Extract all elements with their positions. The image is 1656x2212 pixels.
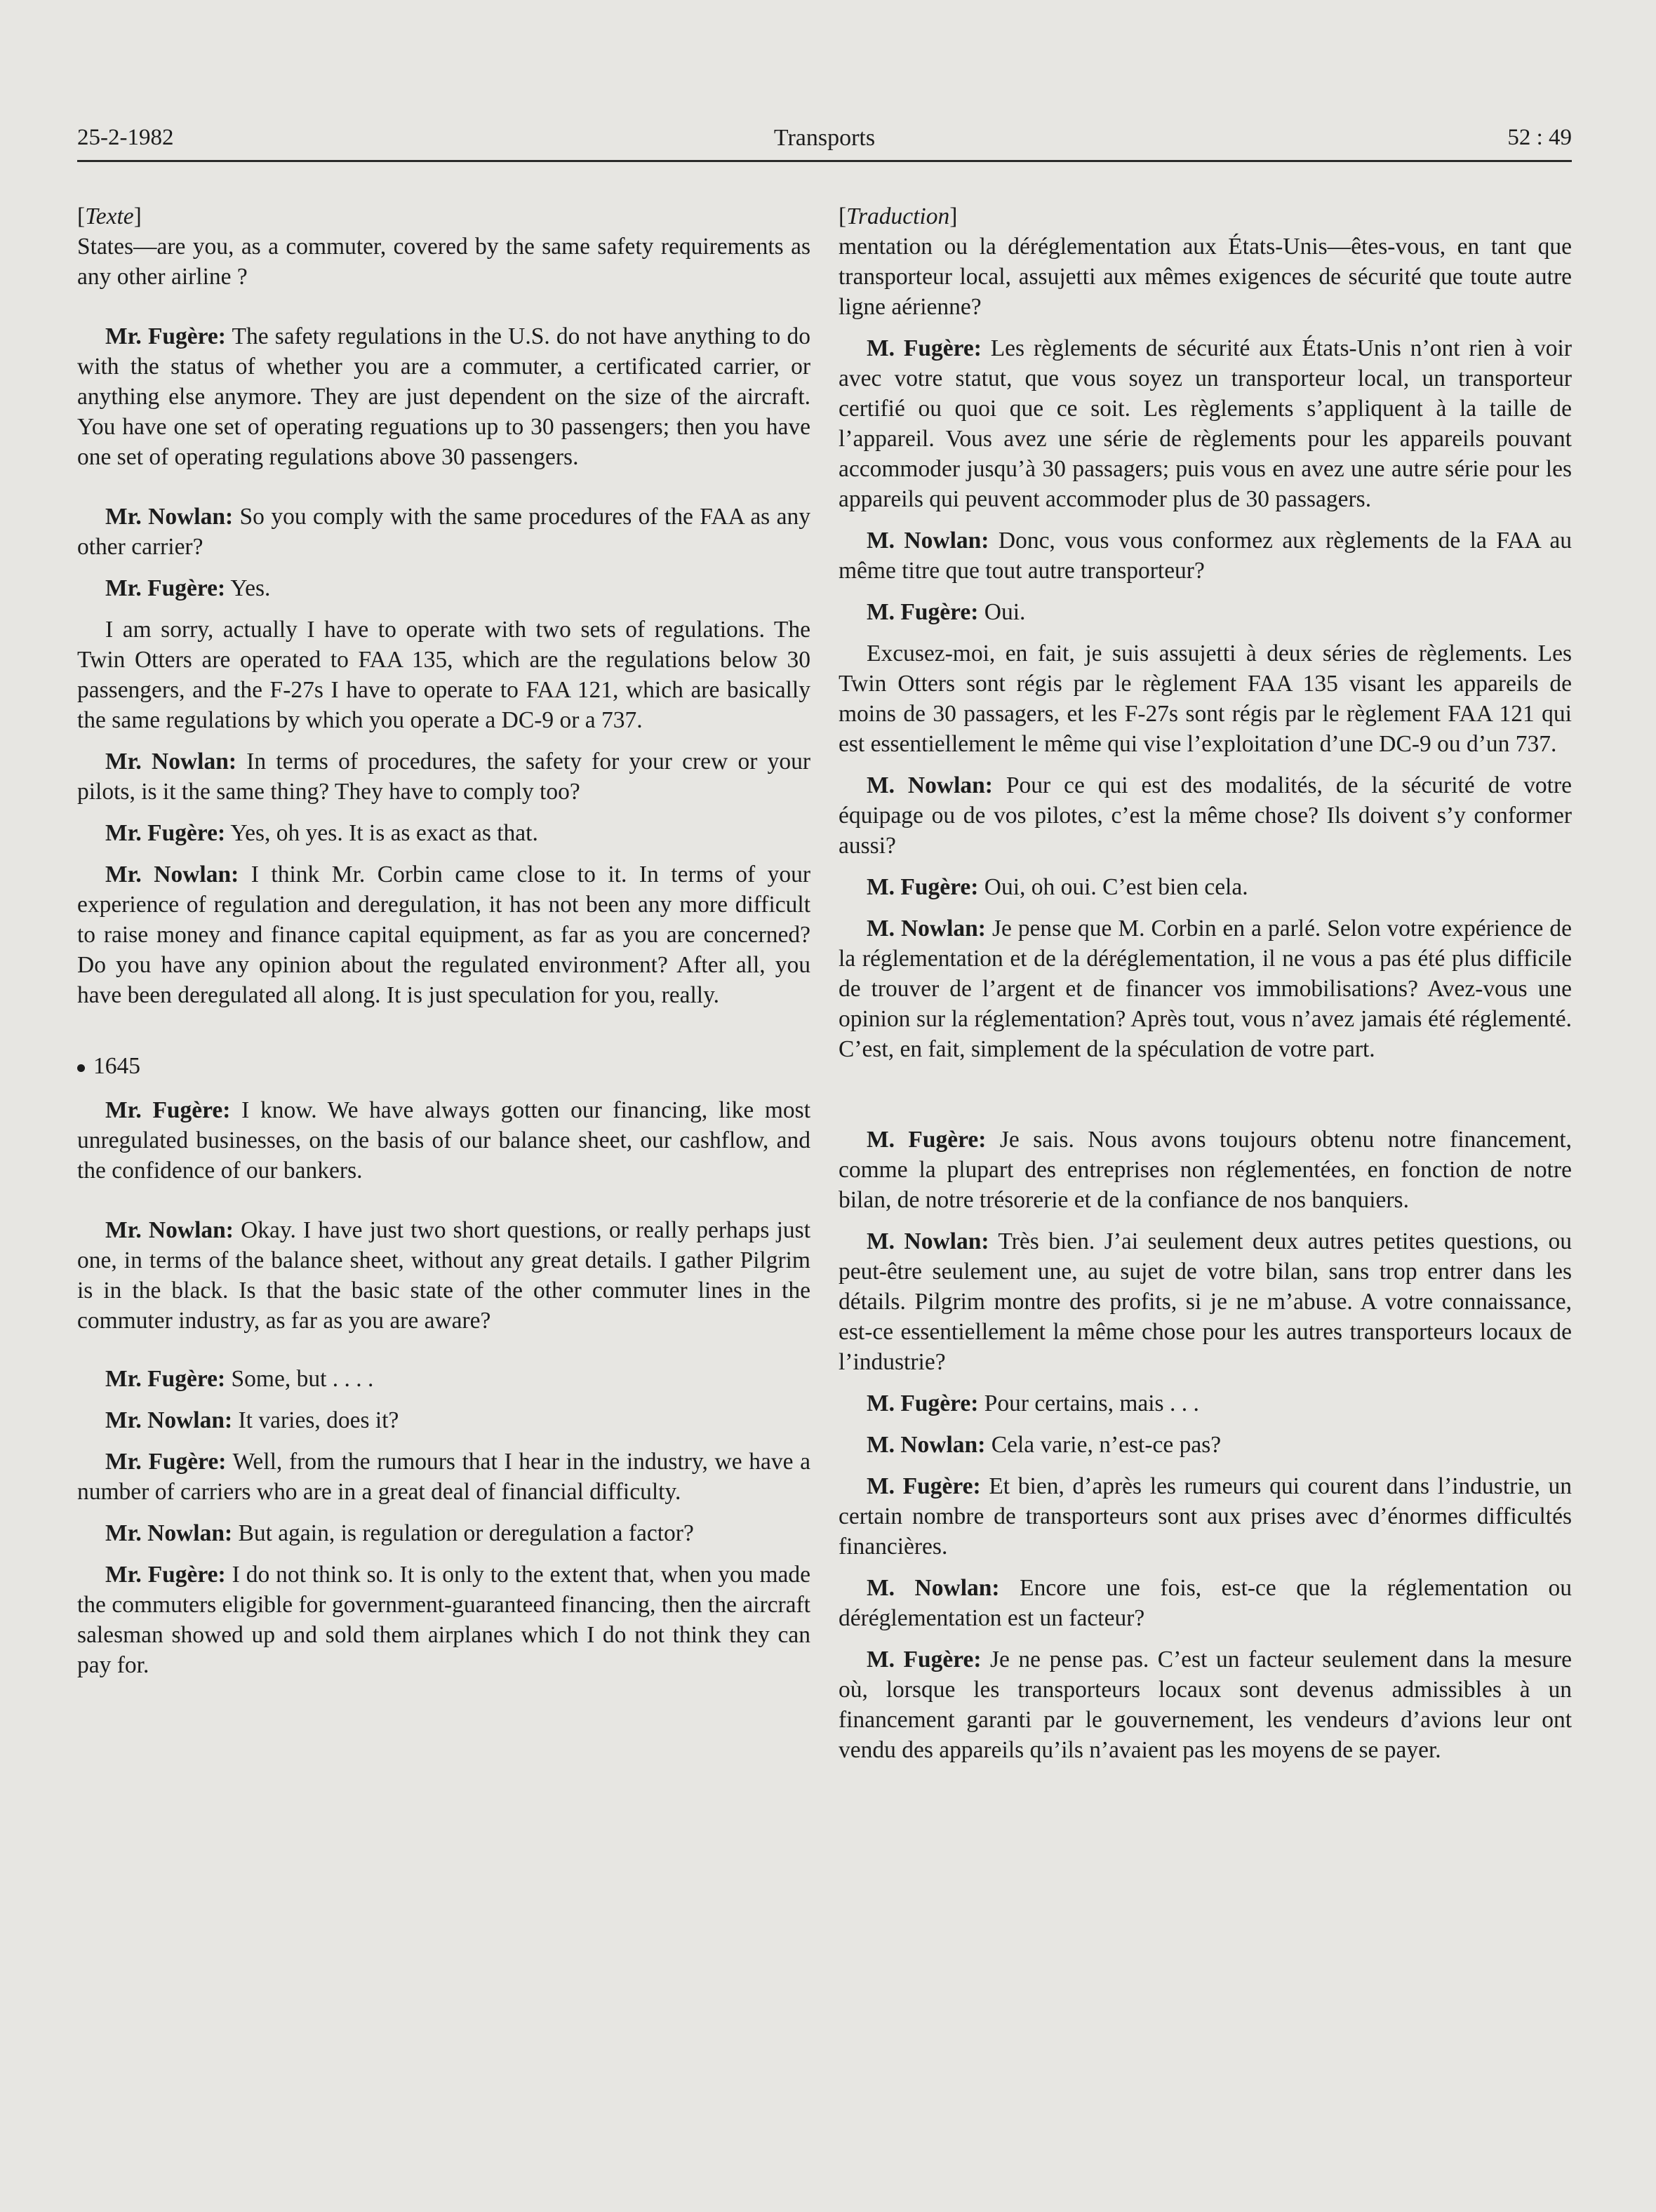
turn-text: I do not think so. It is only to the extent that, when you made the commuters eligible for government-guaranteed financing, then the aircraft salesman showed up and sold them airplanes which I do not think they can pay for.: [77, 1562, 811, 1678]
speaker-turn: [77, 1447, 810, 1507]
turn-text: Pour certains, mais . . .: [984, 1390, 1199, 1416]
speaker-turn: [77, 1215, 810, 1336]
speaker-turn: [839, 597, 1572, 627]
turn-text: Well, from the rumours that I hear in the industry, we have a number of carriers who are in a great deal of financial difficulty.: [77, 1449, 810, 1505]
header-rule: [77, 160, 1572, 162]
turn-text: Yes, oh yes. It is as exact as that.: [230, 820, 538, 846]
speaker-turn: [77, 1560, 810, 1680]
turn-text: Encore une fois, est-ce que la réglementation ou déréglementation est un facteur?: [839, 1575, 1572, 1631]
speaker-turn: [839, 1573, 1572, 1633]
turn-text: Okay. I have just two short questions, or really perhaps just one, in terms of the balance sheet, without any great details. I gather Pilgrim is in the black. Is that the basic state of the other commuter lines in the commuter industry, as far as you are aware?: [77, 1217, 810, 1334]
speaker-name: M. Nowlan:: [867, 528, 989, 554]
turn-text: In terms of procedures, the safety for your crew or your pilots, is it the same thing? They have to comply too?: [77, 749, 810, 805]
speaker-name: Mr. Fugère:: [105, 323, 226, 349]
turn-text: Pour ce qui est des modalités, de la sécurité de votre équipage ou de vos pilotes, c’est la même chose? Ils doivent s’y conformer aussi?: [839, 772, 1572, 859]
speaker-name: M. Fugère:: [867, 1647, 982, 1673]
speaker-turn: [839, 525, 1572, 586]
turn-text: It varies, does it?: [238, 1407, 399, 1433]
turn-text: Je pense que M. Corbin en a parlé. Selon votre expérience de la réglementation et de la déréglementation, il ne vous a pas été plus difficile de trouver de l’argent et de financer vos immobilisations? Avez-vous une opinion sur la réglementation? Après tout, vous n’avez jamais été réglementé. C’est, en fait, simplement de la spéculation de votre part.: [839, 916, 1572, 1062]
section-tag: [Texte]: [77, 203, 142, 229]
turn-text: Je sais. Nous avons toujours obtenu notre financement, comme la plupart des entreprises non réglementées, en fonction de notre bilan, de notre trésorerie et de la confiance de nos banquiers.: [839, 1127, 1572, 1213]
page-header: [77, 125, 1572, 160]
speaker-name: Mr. Fugère:: [105, 1366, 226, 1392]
speaker-name: Mr. Nowlan:: [105, 1520, 233, 1546]
speaker-turn: [77, 502, 810, 562]
speaker-turn: [839, 913, 1572, 1064]
left-column: [77, 201, 810, 1680]
speaker-name: M. Nowlan:: [867, 1575, 1000, 1601]
speaker-name: M. Nowlan:: [867, 1228, 989, 1254]
speaker-turn: [77, 1518, 810, 1548]
speaker-name: M. Fugère:: [867, 1473, 981, 1499]
turn-text: I know. We have always gotten our financing, like most unregulated businesses, on the basis of our balance sheet, our cashflow, and the confidence of our bankers.: [77, 1097, 811, 1184]
header-page-number: 52 : 49: [1507, 125, 1572, 150]
speaker-name: Mr. Fugère:: [105, 1449, 227, 1475]
speaker-name: Mr. Fugère:: [105, 1562, 226, 1588]
speaker-turn: [77, 321, 810, 472]
turn-text: Cela varie, n’est-ce pas?: [991, 1432, 1222, 1458]
turn-text: Je ne pense pas. C’est un facteur seulement dans la mesure où, lorsque les transporteurs locaux sont devenus admissibles à un financement garanti par le gouvernement, les vendeurs d’avions leur ont vendu des appareils qu’ils n’avaient pas les moyens de se payer.: [839, 1647, 1572, 1763]
speaker-name: Mr. Fugère:: [105, 1097, 231, 1123]
turn-text: Excusez-moi, en fait, je suis assujetti à deux séries de règlements. Les Twin Otters sont régis par le règlement FAA 135 visant les appareils de moins de 30 passagers, et les F-27s sont régis par le règlement FAA 121 qui est essentiellement le même qui vise l’exploitation d’une DC-9 ou d’un 737.: [839, 641, 1572, 757]
header-title: Transports: [773, 125, 876, 151]
speaker-name: Mr. Fugère:: [105, 575, 226, 601]
speaker-name: Mr. Fugère:: [105, 820, 226, 846]
turn-text: Très bien. J’ai seulement deux autres petites questions, ou peut-être seulement une, au sujet de votre bilan, sans trop entrer dans les détails. Pilgrim montre des profits, si je ne m’abuse. A votre connaissance, est-ce essentiellement la même chose pour les autres transporteurs locaux de l’industrie?: [839, 1228, 1572, 1375]
turn-text: The safety regulations in the U.S. do not have anything to do with the status of whether you are a commuter, a certificated carrier, or anything else anymore. They are just dependent on the size of the aircraft. You have one set of operating reguations up to 30 passengers; then you have one set of operating regulations above 30 passengers.: [77, 323, 810, 470]
speaker-turn: [77, 818, 810, 848]
continuation-text: mentation ou la déréglementation aux États-Unis—êtes-vous, en tant que transporteur local, assujetti aux mêmes exigences de sécurité que toute autre ligne aérienne?: [839, 234, 1572, 320]
speaker-name: M. Fugère:: [867, 874, 979, 900]
speaker-name: M. Fugère:: [867, 1127, 987, 1153]
speaker-turn: [77, 1405, 810, 1435]
paragraph: [839, 638, 1572, 759]
speaker-turn: [839, 1226, 1572, 1377]
speaker-turn: [839, 1644, 1572, 1765]
turn-text: So you comply with the same procedures of the FAA as any other carrier?: [77, 504, 810, 560]
turn-text: But again, is regulation or deregulation a factor?: [238, 1520, 694, 1546]
speaker-turn: [839, 872, 1572, 902]
turn-text: Donc, vous vous conformez aux règlements de la FAA au même titre que tout autre transporteur?: [839, 528, 1572, 584]
speaker-turn: [839, 333, 1572, 514]
time-marker: 1645: [77, 1051, 810, 1081]
turn-text: Oui, oh oui. C’est bien cela.: [984, 874, 1248, 900]
speaker-name: M. Fugère:: [867, 1390, 979, 1416]
right-column: [839, 201, 1572, 1765]
bullet-icon: [77, 1064, 85, 1072]
speaker-turn: [839, 1430, 1572, 1460]
speaker-turn: [77, 859, 810, 1010]
turn-text: Oui.: [984, 599, 1026, 625]
speaker-name: Mr. Nowlan:: [105, 862, 239, 887]
speaker-name: M. Nowlan:: [867, 1432, 986, 1458]
speaker-turn: [839, 1125, 1572, 1215]
paragraph: [77, 615, 810, 735]
speaker-turn: [77, 1364, 810, 1394]
speaker-turn: [77, 1095, 810, 1186]
speaker-turn: [77, 573, 810, 603]
header-date: 25-2-1982: [77, 125, 174, 150]
speaker-turn: [839, 770, 1572, 861]
speaker-name: Mr. Nowlan:: [105, 749, 237, 775]
continuation-text: States—are you, as a commuter, covered by the same safety requirements as any other airline ?: [77, 234, 810, 290]
turn-text: I think Mr. Corbin came close to it. In terms of your experience of regulation and deregulation, it has not been any more difficult to raise money and finance capital equipment, as far as you are concerned? Do you have any opinion about the regulated environment? After all, you have been deregulated all along. It is just speculation for you, really.: [77, 862, 811, 1008]
turn-text: Les règlements de sécurité aux États-Unis n’ont rien à voir avec votre statut, que vous soyez un transporteur local, un transporteur certifié ou quoi que ce soit. Les règlements s’appliquent à la taille de l’appareil. Vous avez une série de règlements pour les appareils pouvant accommoder jusqu’à 30 passagers; puis vous en avez une autre série pour les appareils qui peuvent accommoder plus de 30 passagers.: [839, 335, 1572, 512]
speaker-turn: [839, 1471, 1572, 1562]
speaker-name: M. Nowlan:: [867, 916, 986, 941]
speaker-name: M. Fugère:: [867, 335, 982, 361]
speaker-name: Mr. Nowlan:: [105, 1407, 233, 1433]
turn-text: Yes.: [230, 575, 271, 601]
turn-text: Some, but . . . .: [231, 1366, 374, 1392]
speaker-turn: [77, 746, 810, 807]
speaker-name: Mr. Nowlan:: [105, 1217, 234, 1243]
speaker-turn: [839, 1388, 1572, 1419]
turn-text: Et bien, d’après les rumeurs qui courent dans l’industrie, un certain nombre de transporteurs sont aux prises avec d’énormes difficultés financières.: [839, 1473, 1572, 1560]
speaker-name: M. Fugère:: [867, 599, 979, 625]
turn-text: I am sorry, actually I have to operate with two sets of regulations. The Twin Otters are operated to FAA 135, which are the regulations below 30 passengers, and the F-27s I have to operate to FAA 121, which are basically the same regulations by which you operate a DC-9 or a 737.: [77, 617, 810, 733]
section-tag: [Traduction]: [839, 203, 958, 229]
speaker-name: Mr. Nowlan:: [105, 504, 234, 530]
speaker-name: M. Nowlan:: [867, 772, 993, 798]
